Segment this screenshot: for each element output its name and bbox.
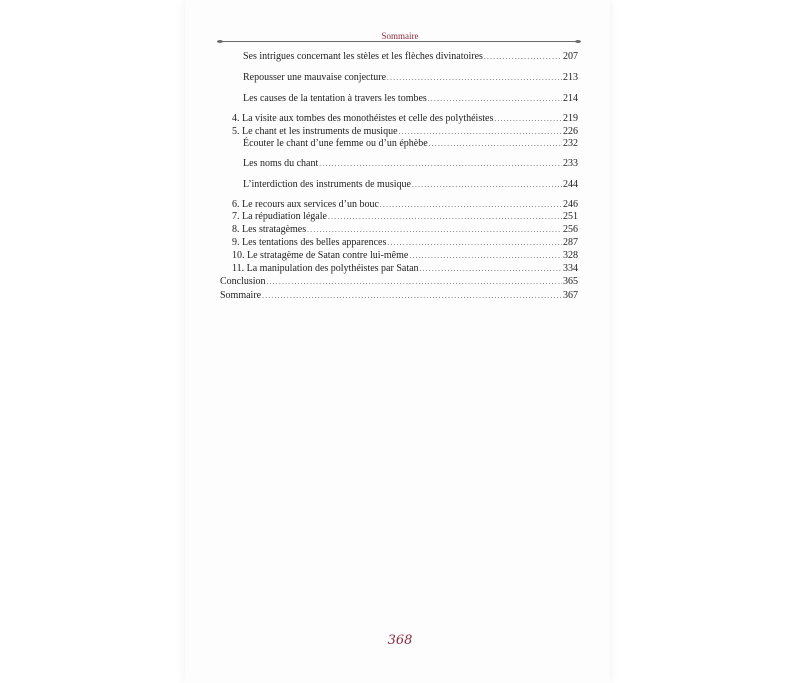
toc-entry [232, 263, 578, 275]
toc-entry-page: 365 [563, 276, 578, 287]
toc-leader-dots [420, 263, 562, 275]
toc-entry [220, 290, 578, 302]
toc-entry-label: Les noms du chant [243, 158, 319, 169]
toc-entry-page: 367 [563, 290, 578, 301]
toc-leader-dots [267, 276, 562, 288]
toc-entry-page: 233 [563, 158, 578, 169]
toc-entry [243, 72, 578, 84]
toc-leader-dots [328, 211, 562, 223]
toc-entry [232, 237, 578, 249]
toc-entry-page: 328 [563, 250, 578, 261]
toc-leader-dots [484, 51, 562, 63]
toc-entry-label: 8. Les stratagèmes [232, 224, 307, 235]
toc-entry-label: 11. La manipulation des polythéistes par Satan [232, 263, 419, 274]
toc-entry [243, 179, 578, 191]
toc-entry [243, 51, 578, 63]
toc-leader-dots [262, 290, 562, 302]
toc-leader-dots [399, 126, 562, 138]
toc-entry-label: 6. Le recours aux services d’un bouc [232, 199, 379, 210]
toc-leader-dots [494, 113, 562, 125]
toc-leader-dots [409, 250, 562, 262]
toc-entry-page: 213 [563, 72, 578, 83]
toc-entry-label: Les causes de la tentation à travers les tombes [243, 93, 427, 104]
toc-entry-page: 214 [563, 93, 578, 104]
toc-entry-page: 226 [563, 126, 578, 137]
toc-leader-dots [387, 237, 562, 249]
toc-entry-label: Écouter le chant d’une femme ou d’un éphèbe [243, 138, 428, 149]
toc-entry-label: L’interdiction des instruments de musique [243, 179, 411, 190]
toc-leader-dots [319, 158, 562, 170]
toc-entry [232, 113, 578, 125]
toc-leader-dots [429, 138, 562, 150]
toc-entry-page: 334 [563, 263, 578, 274]
toc-entry-page: 219 [563, 113, 578, 124]
toc-entry-page: 287 [563, 237, 578, 248]
toc-entry-label: Sommaire [220, 290, 262, 301]
toc-entry [243, 138, 578, 150]
toc-entry-label: 10. Le stratagème de Satan contre lui-même [232, 250, 409, 261]
toc-entry-page: 232 [563, 138, 578, 149]
toc-entry-label: Conclusion [220, 276, 266, 287]
toc-entry-page: 256 [563, 224, 578, 235]
toc-entry-page: 251 [563, 211, 578, 222]
toc-entry [232, 211, 578, 223]
toc-entry-label: Ses intrigues concernant les stèles et les flèches divinatoires [243, 51, 483, 62]
toc-entry [232, 224, 578, 236]
toc-leader-dots [428, 93, 562, 105]
toc-entry-page: 207 [563, 51, 578, 62]
toc-leader-dots [380, 199, 562, 211]
toc-entry-label: Repousser une mauvaise conjecture [243, 72, 387, 83]
toc-entry-label: 9. Les tentations des belles apparences [232, 237, 387, 248]
toc-entry [232, 199, 578, 211]
toc-leader-dots [387, 72, 562, 84]
toc-leader-dots [307, 224, 562, 236]
toc-entry-label: 7. La répudiation légale [232, 211, 327, 222]
toc-entry [243, 158, 578, 170]
toc-leader-dots [412, 179, 562, 191]
toc-entry [232, 126, 578, 138]
toc-entry-page: 246 [563, 199, 578, 210]
toc-entry-label: 4. La visite aux tombes des monothéistes et celle des polythéistes [232, 113, 494, 124]
page-number: 368 [387, 633, 413, 648]
toc-entry-page: 244 [563, 179, 578, 190]
toc-entry [220, 276, 578, 288]
running-header-title: Sommaire [381, 31, 419, 41]
toc-entry-label: 5. Le chant et les instruments de musique [232, 126, 398, 137]
toc-entry [243, 93, 578, 105]
toc-entry [232, 250, 578, 262]
